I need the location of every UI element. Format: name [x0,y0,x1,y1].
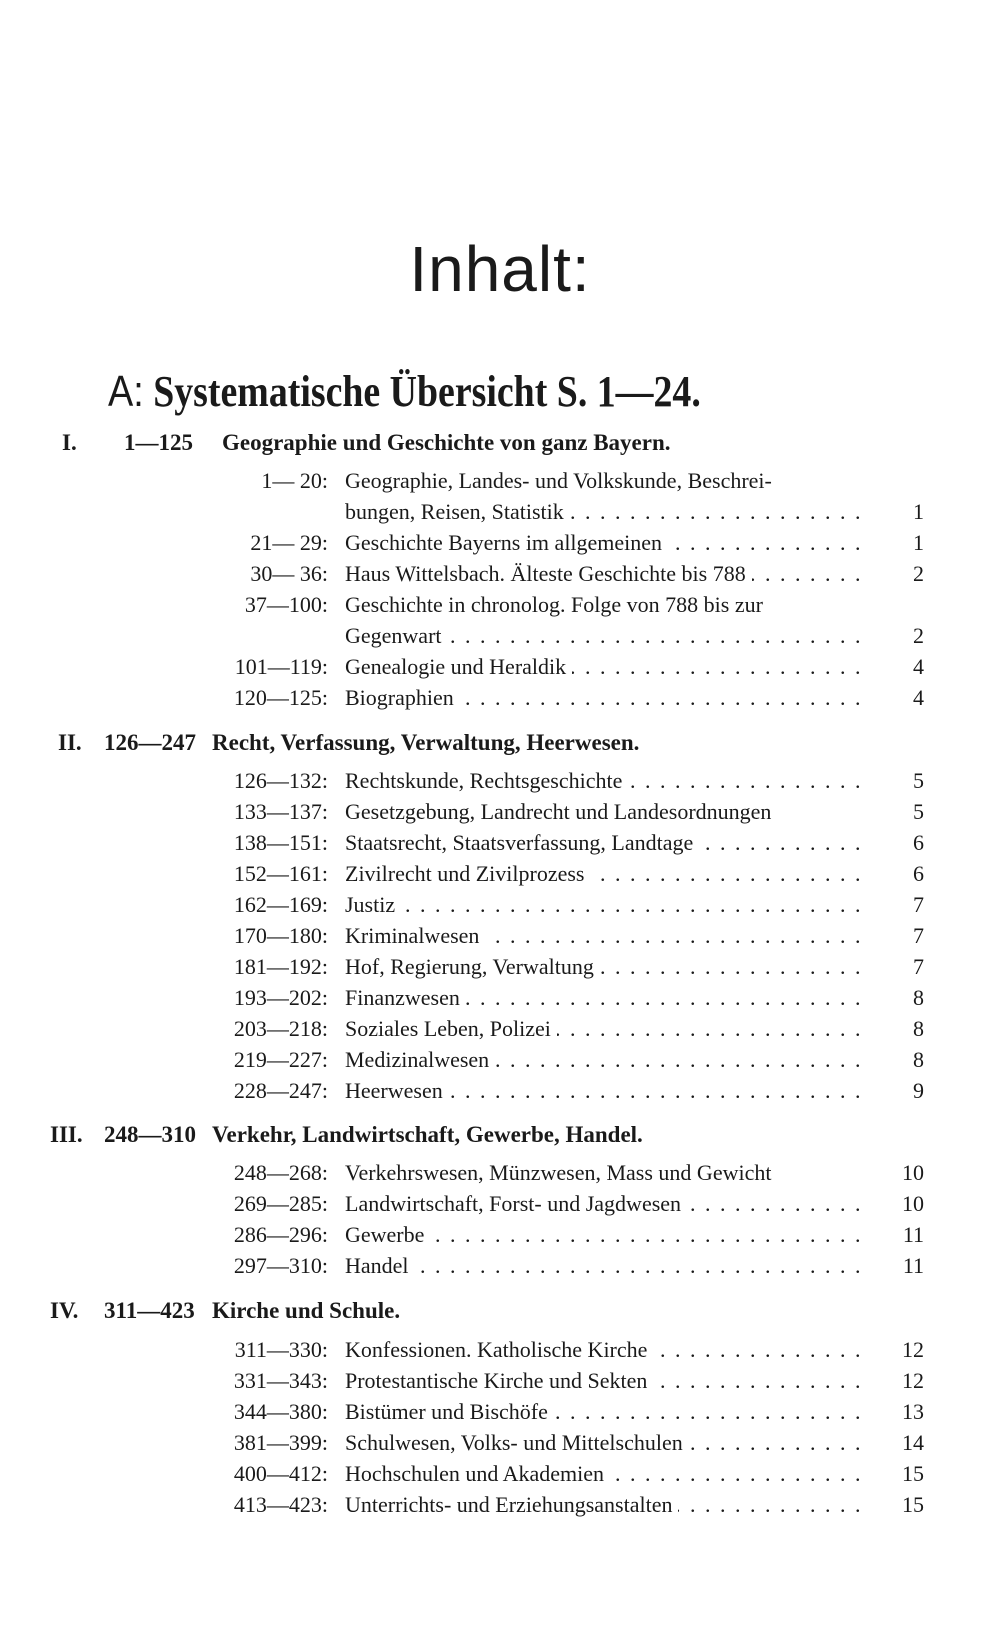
entry-page: 14 [902,1430,924,1455]
toc-entry [0,889,1000,920]
entry-range: 381—399: [233,1430,328,1455]
section-title: Kirche und Schule. [212,1298,401,1323]
section-range: 126—247 [104,730,196,755]
entry-text: bungen, Reisen, Statistik . . . [345,496,865,527]
entry-text: Biographien . . . [345,682,865,713]
toc-entry [0,827,1000,858]
entry-text: Protestantische Kirche und Sekten . . . [345,1365,865,1396]
entry-range: 120—125: [233,685,328,710]
section-heading [0,1120,1000,1150]
entry-page: 15 [902,1492,924,1517]
entry-text: Landwirtschaft, Forst- und Jagdwesen . . . [345,1188,865,1219]
entry-text: Zivilrecht und Zivilprozess . . . [345,858,865,889]
toc-entry [0,589,1000,620]
entry-page: 10 [902,1191,924,1216]
toc-entry [0,496,1000,527]
entry-text: Hof, Regierung, Verwaltung . . . [345,951,865,982]
toc-entry [0,951,1000,982]
entry-text: Schulwesen, Volks- und Mittelschulen . . . [345,1427,865,1458]
entry-range: 21— 29: [250,530,328,555]
entry-range: 269—285: [233,1191,328,1216]
entry-text: Staatsrecht, Staatsverfassung, Landtage . . . [345,827,865,858]
toc-entry [0,651,1000,682]
toc-entry [0,1188,1000,1219]
toc-entry [0,765,1000,796]
entry-page: 6 [913,861,924,886]
entry-text: Gesetzgebung, Landrecht und Landesordnungen [345,796,865,827]
entry-page: 5 [913,799,924,824]
entry-page: 5 [913,768,924,793]
section-heading [0,1296,1000,1326]
entry-page: 7 [913,892,924,917]
part-title: Systematische Übersicht S. 1—24. [153,367,701,416]
section-range: 248—310 [104,1122,196,1147]
entry-page: 9 [913,1078,924,1103]
entry-page: 4 [913,685,924,710]
entry-range: 413—423: [233,1492,328,1517]
entry-page: 11 [902,1253,924,1278]
entry-text: Gewerbe . . . [345,1219,865,1250]
entry-page: 12 [902,1368,924,1393]
entry-page: 12 [902,1337,924,1362]
part-heading [108,366,701,417]
entry-page: 7 [913,923,924,948]
entry-text: Unterrichts- und Erziehungsanstalten . . . [345,1489,865,1520]
entry-text: Genealogie und Heraldik . . . [345,651,865,682]
entry-range: 248—268: [233,1160,328,1185]
toc-entry [0,1334,1000,1365]
entry-page: 15 [902,1461,924,1486]
section-heading [0,728,1000,758]
entry-range: 1— 20: [261,468,328,493]
toc-entry [0,1157,1000,1188]
section-title: Verkehr, Landwirtschaft, Gewerbe, Handel. [212,1122,643,1147]
toc-entry [0,558,1000,589]
toc-entry [0,1044,1000,1075]
entry-page: 2 [913,623,924,648]
entry-range: 297—310: [233,1253,328,1278]
toc-entry [0,527,1000,558]
entry-page: 6 [913,830,924,855]
part-prefix: A: [108,367,144,416]
entry-range: 331—343: [233,1368,328,1393]
entry-range: 286—296: [233,1222,328,1247]
entry-page: 4 [913,654,924,679]
section-title: Recht, Verfassung, Verwaltung, Heerwesen. [212,730,640,755]
toc-entry [0,1219,1000,1250]
entry-page: 1 [913,499,924,524]
entry-text: Gegenwart . . . [345,620,865,651]
section-range: 1—125 [124,430,193,455]
entry-page: 8 [913,1047,924,1072]
entry-page: 7 [913,954,924,979]
toc-entry [0,1365,1000,1396]
entry-range: 126—132: [233,768,328,793]
page-title: Inhalt: [409,233,591,305]
entry-page: 13 [902,1399,924,1424]
entry-text: Soziales Leben, Polizei . . . [345,1013,865,1044]
entry-page: 8 [913,985,924,1010]
entry-range: 203—218: [233,1016,328,1041]
entry-range: 311—330: [234,1337,328,1362]
entry-text: Geschichte in chronolog. Folge von 788 bis zur [345,589,865,620]
entry-text: Handel . . . [345,1250,865,1281]
entry-text: Hochschulen und Akademien . . . [345,1458,865,1489]
entry-range: 101—119: [234,654,328,679]
toc-entry [0,1489,1000,1520]
entry-range: 170—180: [233,923,328,948]
entry-text: Geographie, Landes- und Volkskunde, Beschrei- [345,465,865,496]
section-number: I. [62,430,77,455]
entry-text: Verkehrswesen, Münzwesen, Mass und Gewicht [345,1157,865,1188]
entry-text: Kriminalwesen . . . [345,920,865,951]
entry-page: 8 [913,1016,924,1041]
toc-entry [0,1250,1000,1281]
toc-entry [0,796,1000,827]
entry-range: 162—169: [233,892,328,917]
entry-range: 344—380: [233,1399,328,1424]
entry-range: 400—412: [233,1461,328,1486]
entry-range: 133—137: [233,799,328,824]
section-number: II. [58,730,82,755]
toc-entry [0,982,1000,1013]
entry-page: 10 [902,1160,924,1185]
entry-text: Justiz . . . [345,889,865,920]
entry-range: 37—100: [244,592,328,617]
toc-entry [0,1013,1000,1044]
toc-entry [0,1427,1000,1458]
section-number: IV. [50,1298,79,1323]
entry-range: 228—247: [233,1078,328,1103]
section-number: III. [50,1122,83,1147]
section-heading [0,428,1000,458]
toc-entry [0,1075,1000,1106]
entry-text: Heerwesen . . . [345,1075,865,1106]
entry-text: Bistümer und Bischöfe . . . [345,1396,865,1427]
toc-entry [0,1458,1000,1489]
entry-range: 219—227: [233,1047,328,1072]
toc-entry [0,1396,1000,1427]
entry-range: 152—161: [233,861,328,886]
entry-text: Haus Wittelsbach. Älteste Geschichte bis 788 . . . [345,558,865,589]
toc-entry [0,682,1000,713]
entry-text: Konfessionen. Katholische Kirche . . . [345,1334,865,1365]
entry-range: 181—192: [233,954,328,979]
entry-range: 138—151: [233,830,328,855]
toc-entry [0,465,1000,496]
toc-entry [0,620,1000,651]
section-range: 311—423 [104,1298,195,1323]
entry-range: 193—202: [233,985,328,1010]
entry-page: 1 [913,530,924,555]
entry-text: Rechtskunde, Rechtsgeschichte . . . [345,765,865,796]
entry-page: 2 [913,561,924,586]
entry-range: 30— 36: [250,561,328,586]
section-title: Geographie und Geschichte von ganz Bayern. [222,430,671,455]
entry-text: Finanzwesen . . . [345,982,865,1013]
entry-text: Medizinalwesen . . . [345,1044,865,1075]
entry-text: Geschichte Bayerns im allgemeinen . . . [345,527,865,558]
toc-entry [0,920,1000,951]
toc-entry [0,858,1000,889]
entry-page: 11 [902,1222,924,1247]
